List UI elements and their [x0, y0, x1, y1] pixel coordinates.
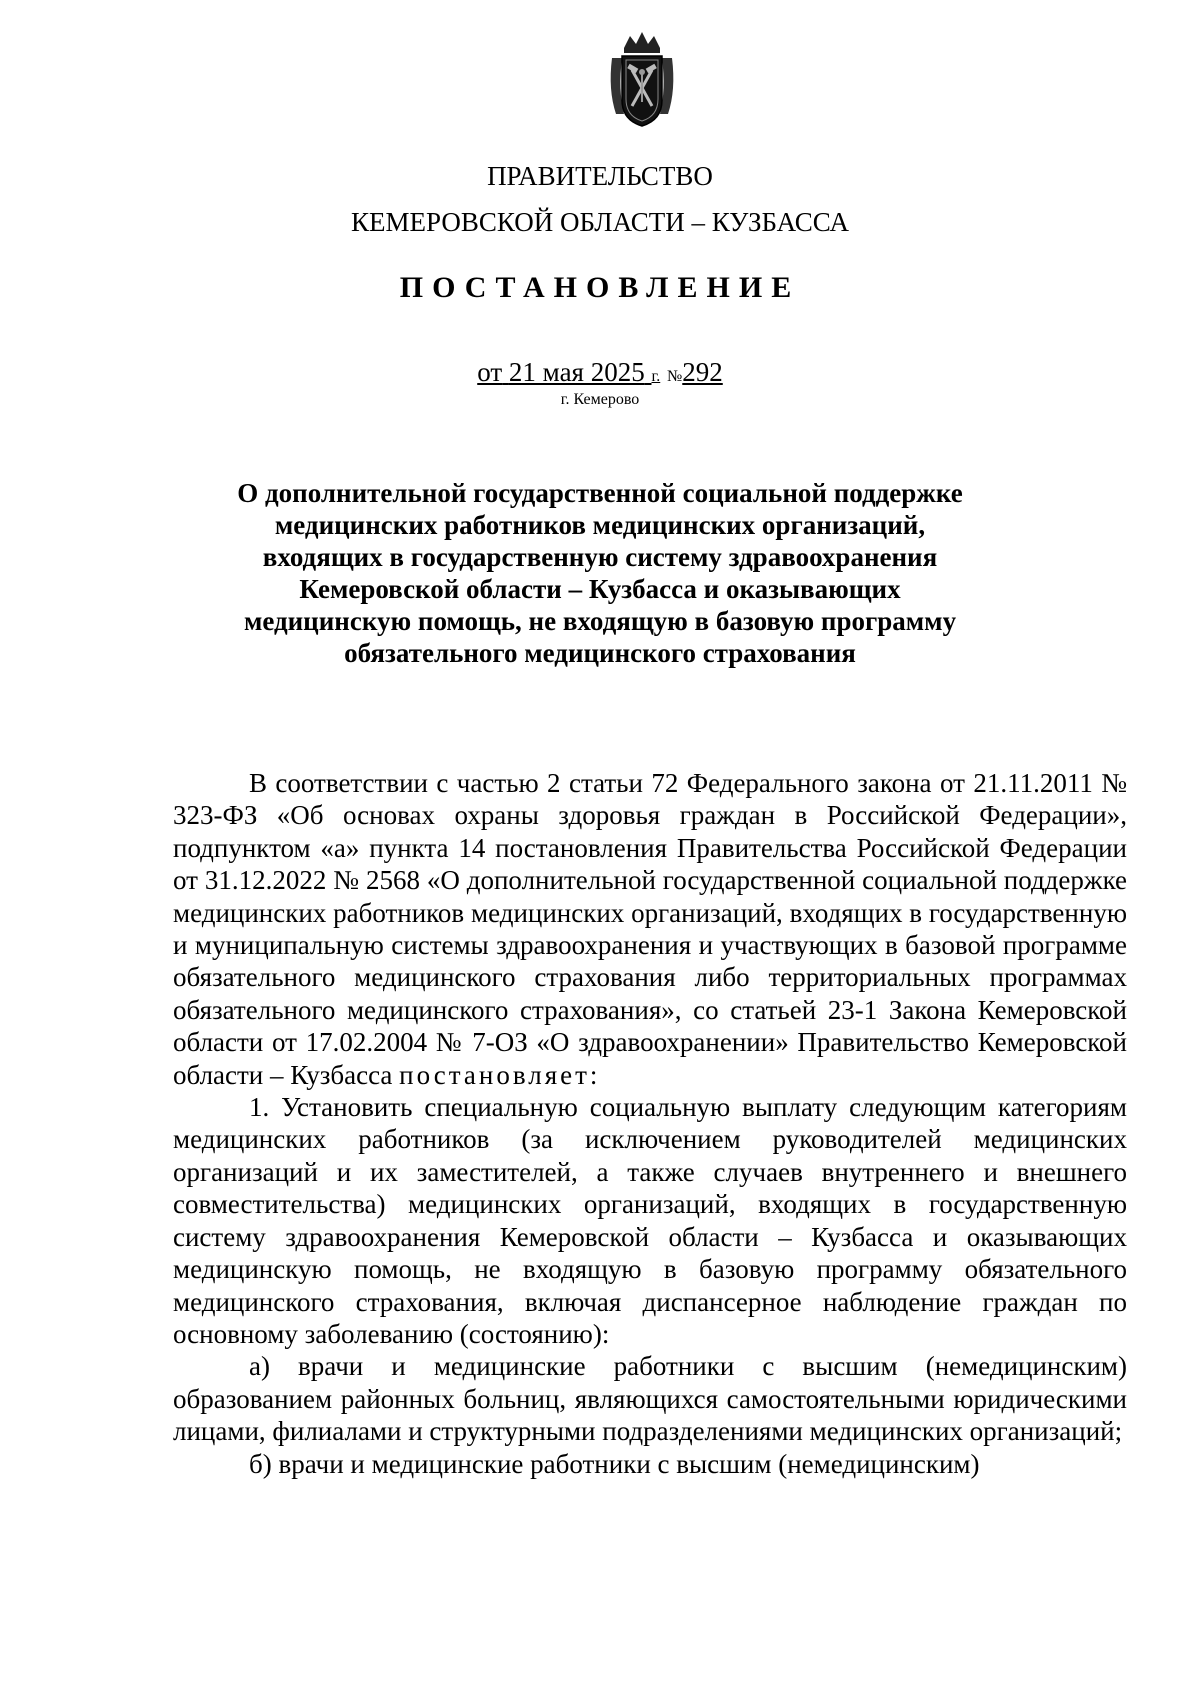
preamble-text: В соответствии с частью 2 статьи 72 Федерального закона от 21.11.2011 № 323-ФЗ «Об основах охраны здоровья граждан в Российской Федерации», подпунктом «а» пункта 14 постановления Правительства Российской Федерации от 31.12.2022 № 2568 «О дополнительной государственной социальной поддержке медицинских работников медицинских организаций, входящих в государственную и муниципальную системы здравоохранения и участвующих в базовой программе обязательного медицинского страхования либо территориальных программах обязательного медицинского страхования», со статьей 23-1 Закона Кемеровской области от 17.02.2004 № 7-ОЗ «О здравоохранении» Правительство Кемеровской области – Кузбасса: [173, 768, 1127, 1090]
date-number-line: [0, 356, 1200, 393]
preamble-paragraph: [173, 767, 1127, 1091]
document-title: О дополнительной государственной социальной поддержке медицинских работников медицинских организаций, входящих в государственную систему здравоохранения Кемеровской области – Кузбасса и оказывающих медицинскую помощь, не входящую в базовую программу обязательного медицинского страхования: [237, 478, 963, 668]
date-prefix: от: [477, 357, 503, 387]
item-a-paragraph: а) врачи и медицинские работники с высшим (немедицинским) образованием районных больниц, являющихся самостоятельными юридическими лицами, филиалами и структурными подразделениями медицинских организаций;: [173, 1351, 1127, 1447]
coat-of-arms-icon: [602, 30, 682, 130]
document-type: ПОСТАНОВЛЕНИЕ: [399, 271, 801, 304]
number-sign: №: [667, 368, 683, 385]
document-body: [173, 767, 1127, 1480]
document-city: г. Кемерово: [560, 391, 640, 408]
document-number: 292: [682, 357, 723, 387]
resolves-word: постановляет:: [399, 1059, 601, 1090]
government-name-line1: ПРАВИТЕЛЬСТВО: [487, 161, 713, 191]
year-suffix: г.: [651, 368, 661, 385]
item-1-paragraph: 1. Установить специальную социальную выплату следующим категориям медицинских работников (за исключением руководителей медицинских организаций и их заместителей, а также случаев внутреннего и внешнего совместительства) медицинских организаций, входящих в государственную систему здравоохранения Кемеровской области – Кузбасса и оказывающих медицинскую помощь, не входящую в базовую программу обязательного медицинского страхования, включая диспансерное наблюдение граждан по основному заболеванию (состоянию):: [173, 1092, 1127, 1349]
item-b-paragraph: б) врачи и медицинские работники с высшим (немедицинским): [249, 1448, 980, 1479]
government-name-line2: КЕМЕРОВСКОЙ ОБЛАСТИ – КУЗБАССА: [351, 207, 849, 237]
document-date: 21 мая 2025: [508, 357, 645, 387]
